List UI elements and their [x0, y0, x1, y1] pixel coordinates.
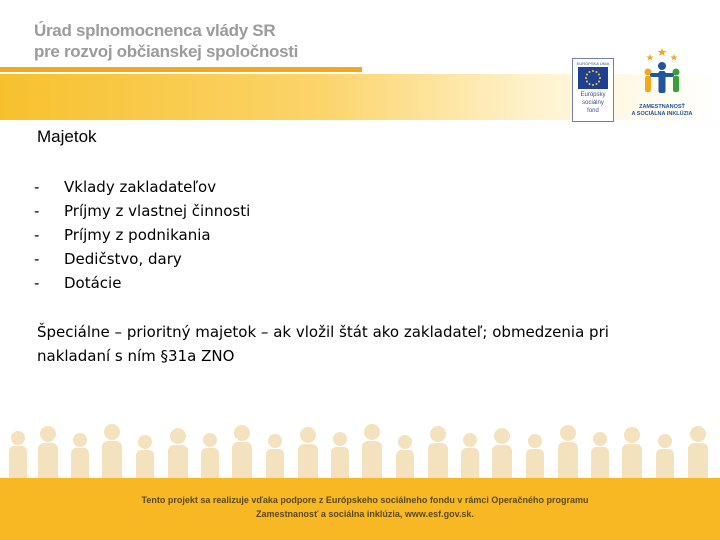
eu-logo-caption: EURÓPSKA ÚNIA — [576, 61, 610, 66]
header-title-line1: Úrad splnomocnenca vlády SR — [34, 21, 276, 40]
header-orange-line — [0, 67, 362, 72]
eu-social-fund-logo — [572, 58, 614, 122]
employment-inclusion-logo — [628, 46, 696, 122]
asset-list — [34, 177, 250, 297]
header-title-line2: pre rozvoj občianskej spoločnosti — [34, 42, 299, 61]
section-heading: Majetok — [37, 127, 97, 146]
eu-logo-text — [573, 91, 613, 115]
paragraph-line1: Špeciálne – prioritný majetok – ak vložil štát ako zakladateľ; obmedzenia pri — [37, 323, 609, 341]
special-assets-paragraph — [37, 320, 697, 368]
list-item-text: Vklady zakladateľov — [64, 178, 217, 196]
list-item — [34, 177, 250, 201]
list-item — [34, 201, 250, 225]
zsi-logo-text — [628, 104, 696, 118]
paragraph-line2: nakladaní s ním §31a ZNO — [37, 347, 235, 365]
list-bullet: - — [34, 274, 40, 292]
people-stars-icon — [628, 46, 696, 104]
eu-logo-text-line1: Európsky — [580, 92, 606, 98]
list-bullet: - — [34, 250, 40, 268]
list-item-text: Dedičstvo, dary — [64, 250, 182, 268]
list-bullet: - — [34, 226, 40, 244]
zsi-logo-text-line2: A SOCIÁLNA INKLÚZIA — [631, 111, 693, 117]
list-item — [34, 273, 250, 297]
list-item-text: Dotácie — [64, 274, 122, 292]
list-item-text: Príjmy z vlastnej činnosti — [64, 202, 251, 220]
zsi-logo-text-line1: ZAMESTNANOSŤ — [639, 104, 685, 110]
eu-logo-text-line2: sociálny — [582, 100, 604, 106]
footer-line1: Tento projekt sa realizuje vďaka podpore z Európskeho sociálneho fondu v rámci Operačného programu — [141, 495, 589, 505]
list-item-text: Príjmy z podnikania — [64, 226, 211, 244]
list-bullet: - — [34, 202, 40, 220]
list-item — [34, 225, 250, 249]
list-bullet: - — [34, 178, 40, 196]
footer-line2: Zamestnanosť a sociálna inklúzia, www.esf.gov.sk. — [256, 509, 474, 519]
header-title — [34, 20, 298, 62]
eu-flag-icon — [578, 67, 608, 89]
footer-text — [80, 493, 650, 521]
eu-logo-text-line3: fond — [587, 108, 599, 114]
list-item — [34, 249, 250, 273]
